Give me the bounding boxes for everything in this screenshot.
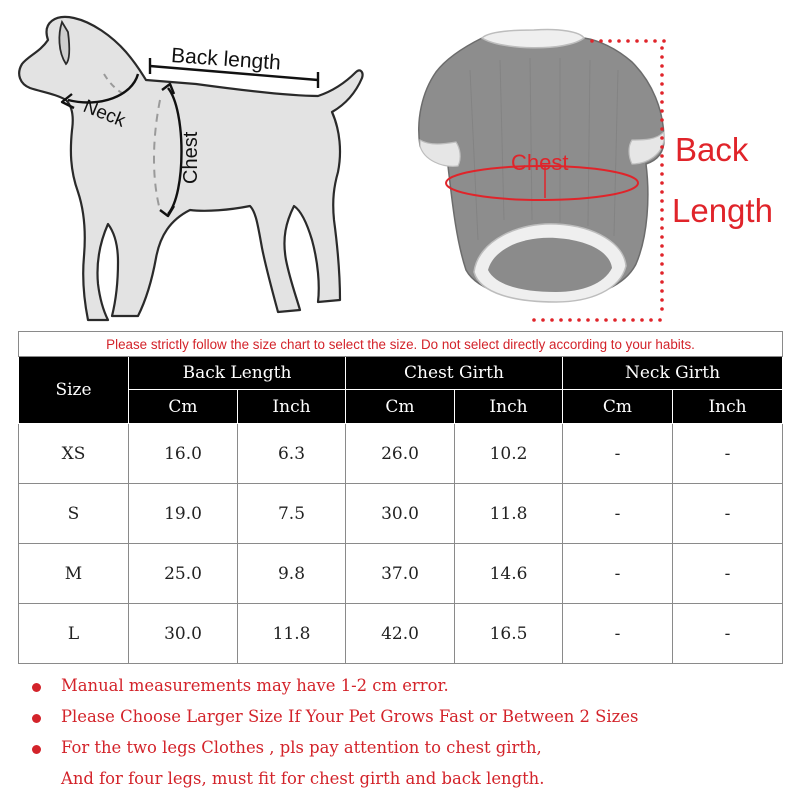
guide-dot (631, 318, 635, 322)
note-text: For the two legs Clothes , pls pay attention to chest girth, (61, 738, 542, 757)
neck-inch-cell: - (673, 604, 783, 664)
guide-dot (660, 118, 664, 122)
guide-dot (640, 318, 644, 322)
note-item (32, 767, 792, 798)
guide-dot (622, 318, 626, 322)
guide-dot (644, 39, 648, 43)
guide-dot (608, 39, 612, 43)
guide-dot (660, 244, 664, 248)
chest-girth-header: Chest Girth (346, 357, 563, 390)
guide-dot (660, 73, 664, 77)
back-length-header: Back Length (129, 357, 346, 390)
guide-dot (660, 100, 664, 104)
unit-header: Cm (563, 390, 673, 424)
bullet-dot-icon (32, 714, 41, 723)
table-row (19, 604, 783, 664)
size-cell: XS (19, 424, 129, 484)
note-item (32, 674, 792, 705)
size-cell: L (19, 604, 129, 664)
neck-inch-cell: - (673, 544, 783, 604)
guide-dot (660, 217, 664, 221)
guide-dot (660, 127, 664, 131)
bullet-dot-icon (32, 745, 41, 754)
table-row (19, 424, 783, 484)
guide-dot (649, 318, 653, 322)
guide-dot (653, 39, 657, 43)
guide-dot (626, 39, 630, 43)
size-header: Size (19, 357, 129, 424)
guide-dot (660, 145, 664, 149)
guide-dot (532, 318, 536, 322)
guide-dot (660, 154, 664, 158)
back-cm-cell: 16.0 (129, 424, 238, 484)
sweater-chest-label: Chest (511, 150, 569, 175)
size-notice: Please strictly follow the size chart to select the size. Do not select directly according to your habits. (19, 332, 783, 357)
guide-dot (617, 39, 621, 43)
guide-dot (599, 39, 603, 43)
guide-dot (595, 318, 599, 322)
guide-dot (660, 289, 664, 293)
note-item (32, 736, 792, 767)
neck-girth-header: Neck Girth (563, 357, 783, 390)
bullet-dot-icon (32, 683, 41, 692)
guide-dot (660, 64, 664, 68)
back-label-line2: Length (672, 192, 773, 229)
guide-dot (660, 190, 664, 194)
guide-dot (658, 318, 662, 322)
neck-inch-cell: - (673, 424, 783, 484)
guide-dot (660, 91, 664, 95)
size-chart-table (18, 331, 783, 664)
guide-dot (660, 235, 664, 239)
guide-dot (541, 318, 545, 322)
guide-dot (660, 199, 664, 203)
guide-dot (660, 307, 664, 311)
back-inch-cell: 6.3 (238, 424, 346, 484)
guide-dot (660, 46, 664, 50)
neck-cm-cell: - (563, 544, 673, 604)
back-cm-cell: 19.0 (129, 484, 238, 544)
back-label-line1: Back (675, 131, 749, 168)
guide-dot (550, 318, 554, 322)
back-length-label: Back length (170, 44, 282, 75)
note-text: Please Choose Larger Size If Your Pet Grows Fast or Between 2 Sizes (61, 707, 639, 726)
guide-dot (577, 318, 581, 322)
neck-cm-cell: - (563, 484, 673, 544)
chest-cm-cell: 26.0 (346, 424, 455, 484)
guide-dot (660, 82, 664, 86)
size-cell: M (19, 544, 129, 604)
guide-dot (660, 172, 664, 176)
size-cell: S (19, 484, 129, 544)
unit-header: Inch (673, 390, 783, 424)
guide-dot (660, 298, 664, 302)
guide-dot (590, 39, 594, 43)
unit-header: Inch (238, 390, 346, 424)
guide-dot (604, 318, 608, 322)
table-row (19, 544, 783, 604)
chest-label: Chest (180, 131, 202, 184)
unit-header: Cm (129, 390, 238, 424)
guide-dot (660, 136, 664, 140)
table-row (19, 484, 783, 544)
guide-dot (660, 271, 664, 275)
guide-dot (660, 226, 664, 230)
neck-cm-cell: - (563, 604, 673, 664)
guide-dot (586, 318, 590, 322)
chest-inch-cell: 16.5 (455, 604, 563, 664)
unit-header: Inch (455, 390, 563, 424)
guide-dot (660, 163, 664, 167)
back-inch-cell: 11.8 (238, 604, 346, 664)
guide-dot (660, 55, 664, 59)
note-item (32, 705, 792, 736)
chest-inch-cell: 11.8 (455, 484, 563, 544)
guide-dot (660, 262, 664, 266)
chest-inch-cell: 14.6 (455, 544, 563, 604)
guide-dot (559, 318, 563, 322)
guide-dot (660, 181, 664, 185)
guide-dot (613, 318, 617, 322)
neck-inch-cell: - (673, 484, 783, 544)
chest-cm-cell: 37.0 (346, 544, 455, 604)
chest-inch-cell: 10.2 (455, 424, 563, 484)
back-cm-cell: 25.0 (129, 544, 238, 604)
guide-dot (662, 39, 666, 43)
notes-list (32, 674, 792, 798)
note-text: Manual measurements may have 1-2 cm error. (61, 676, 449, 695)
unit-header: Cm (346, 390, 455, 424)
measurement-illustrations (0, 0, 800, 330)
neck-cm-cell: - (563, 424, 673, 484)
guide-dot (660, 109, 664, 113)
chest-cm-cell: 30.0 (346, 484, 455, 544)
back-inch-cell: 9.8 (238, 544, 346, 604)
guide-dot (660, 253, 664, 257)
back-inch-cell: 7.5 (238, 484, 346, 544)
back-cm-cell: 30.0 (129, 604, 238, 664)
guide-dot (660, 280, 664, 284)
chest-cm-cell: 42.0 (346, 604, 455, 664)
guide-dot (660, 208, 664, 212)
guide-dot (635, 39, 639, 43)
note-text: And for four legs, must fit for chest girth and back length. (61, 769, 545, 788)
guide-dot (568, 318, 572, 322)
neck-label: Neck (80, 96, 129, 132)
